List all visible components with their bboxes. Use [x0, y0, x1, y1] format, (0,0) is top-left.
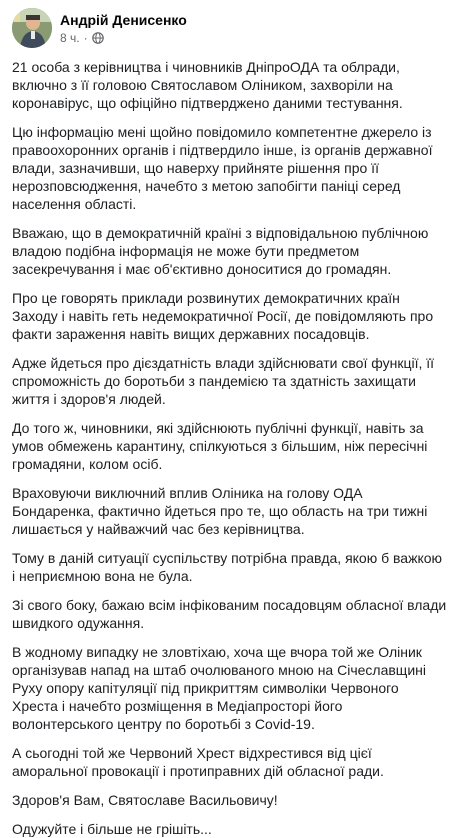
post-paragraph: Цю інформацію мені щойно повідомило компетентне джерело із правоохоронних органів і підтвердило інше, із органів державної влади, зазначивши, що наверху прийняте рішення про її нерозповсюдження, начебто з метою запобігти паніці серед населення області. — [12, 124, 433, 212]
post-paragraph: До того ж, чиновники, які здійснюють публічні функції, навіть за умов обмежень карантину, спілкуються з більшим, ніж пересічні громадяни, колом осіб. — [12, 420, 428, 472]
post-timestamp[interactable]: 8 ч. — [60, 30, 80, 45]
post-header — [12, 0, 447, 52]
post-paragraph: Про це говорять приклади розвинутих демократичних країн Заходу і навіть геть недемократичної Росії, де повідомляють про факти зараження навіть вищих державних посадовців. — [12, 290, 434, 342]
post-subline — [60, 30, 187, 46]
post-paragraph: В жодному випадку не зловтіхаю, хоча ще вчора той же Оліник організував напад на штаб очолюваного мною на Січеславщині Руху опору капітуляції під прикриттям символіки Червоного Хреста і начебто розміщення в Медіапросторі його волонтерського центру по боротьбі з Covid-19. — [12, 644, 426, 732]
post-paragraph: Здоров'я Вам, Святославе Васильовичу! — [12, 792, 278, 808]
post-paragraph: А сьогодні той же Червоний Хрест відхрестився від цієї аморальної провокації і протиправних дій обласної ради. — [12, 745, 384, 779]
post-paragraph: Враховуючи виключний вплив Оліника на голову ОДА Бондаренка, фактично йдеться про те, що область на три тижні лишається у найважчий час без керівництва. — [12, 485, 428, 537]
meta-separator: · — [83, 30, 88, 45]
globe-icon[interactable] — [92, 32, 104, 44]
post-body — [12, 58, 447, 838]
post-paragraph: Одужуйте і більше не грішіть... — [12, 821, 212, 837]
post-paragraph: Адже йдеться про дієздатність влади здійснювати свої функції, її спроможність до боротьби з пандемією та здатність захищати життя і здоров'я людей. — [12, 355, 435, 407]
post-paragraph: Зі свого боку, бажаю всім інфікованим посадовцям обласної влади швидкого одужання. — [12, 597, 447, 631]
post-paragraph: Вважаю, що в демократичній країні з відповідальною публічною владою подібна інформація не може бути предметом засекречування і має об'єктивно доноситися до громадян. — [12, 225, 429, 277]
avatar-image-icon — [12, 8, 52, 48]
author-name[interactable]: Андрій Денисенко — [60, 11, 187, 28]
author-avatar[interactable] — [12, 8, 52, 48]
post-meta — [60, 11, 187, 46]
post-paragraph: Тому в даній ситуації суспільству потрібна правда, якою б важкою і неприємною вона не була. — [12, 550, 443, 584]
post-paragraph: 21 особа з керівництва і чиновників ДніпроОДА та облради, включно з її головою Святославом Оліником, захворіли на коронавірус, що офіційно підтверджено даними тестування. — [12, 59, 403, 111]
